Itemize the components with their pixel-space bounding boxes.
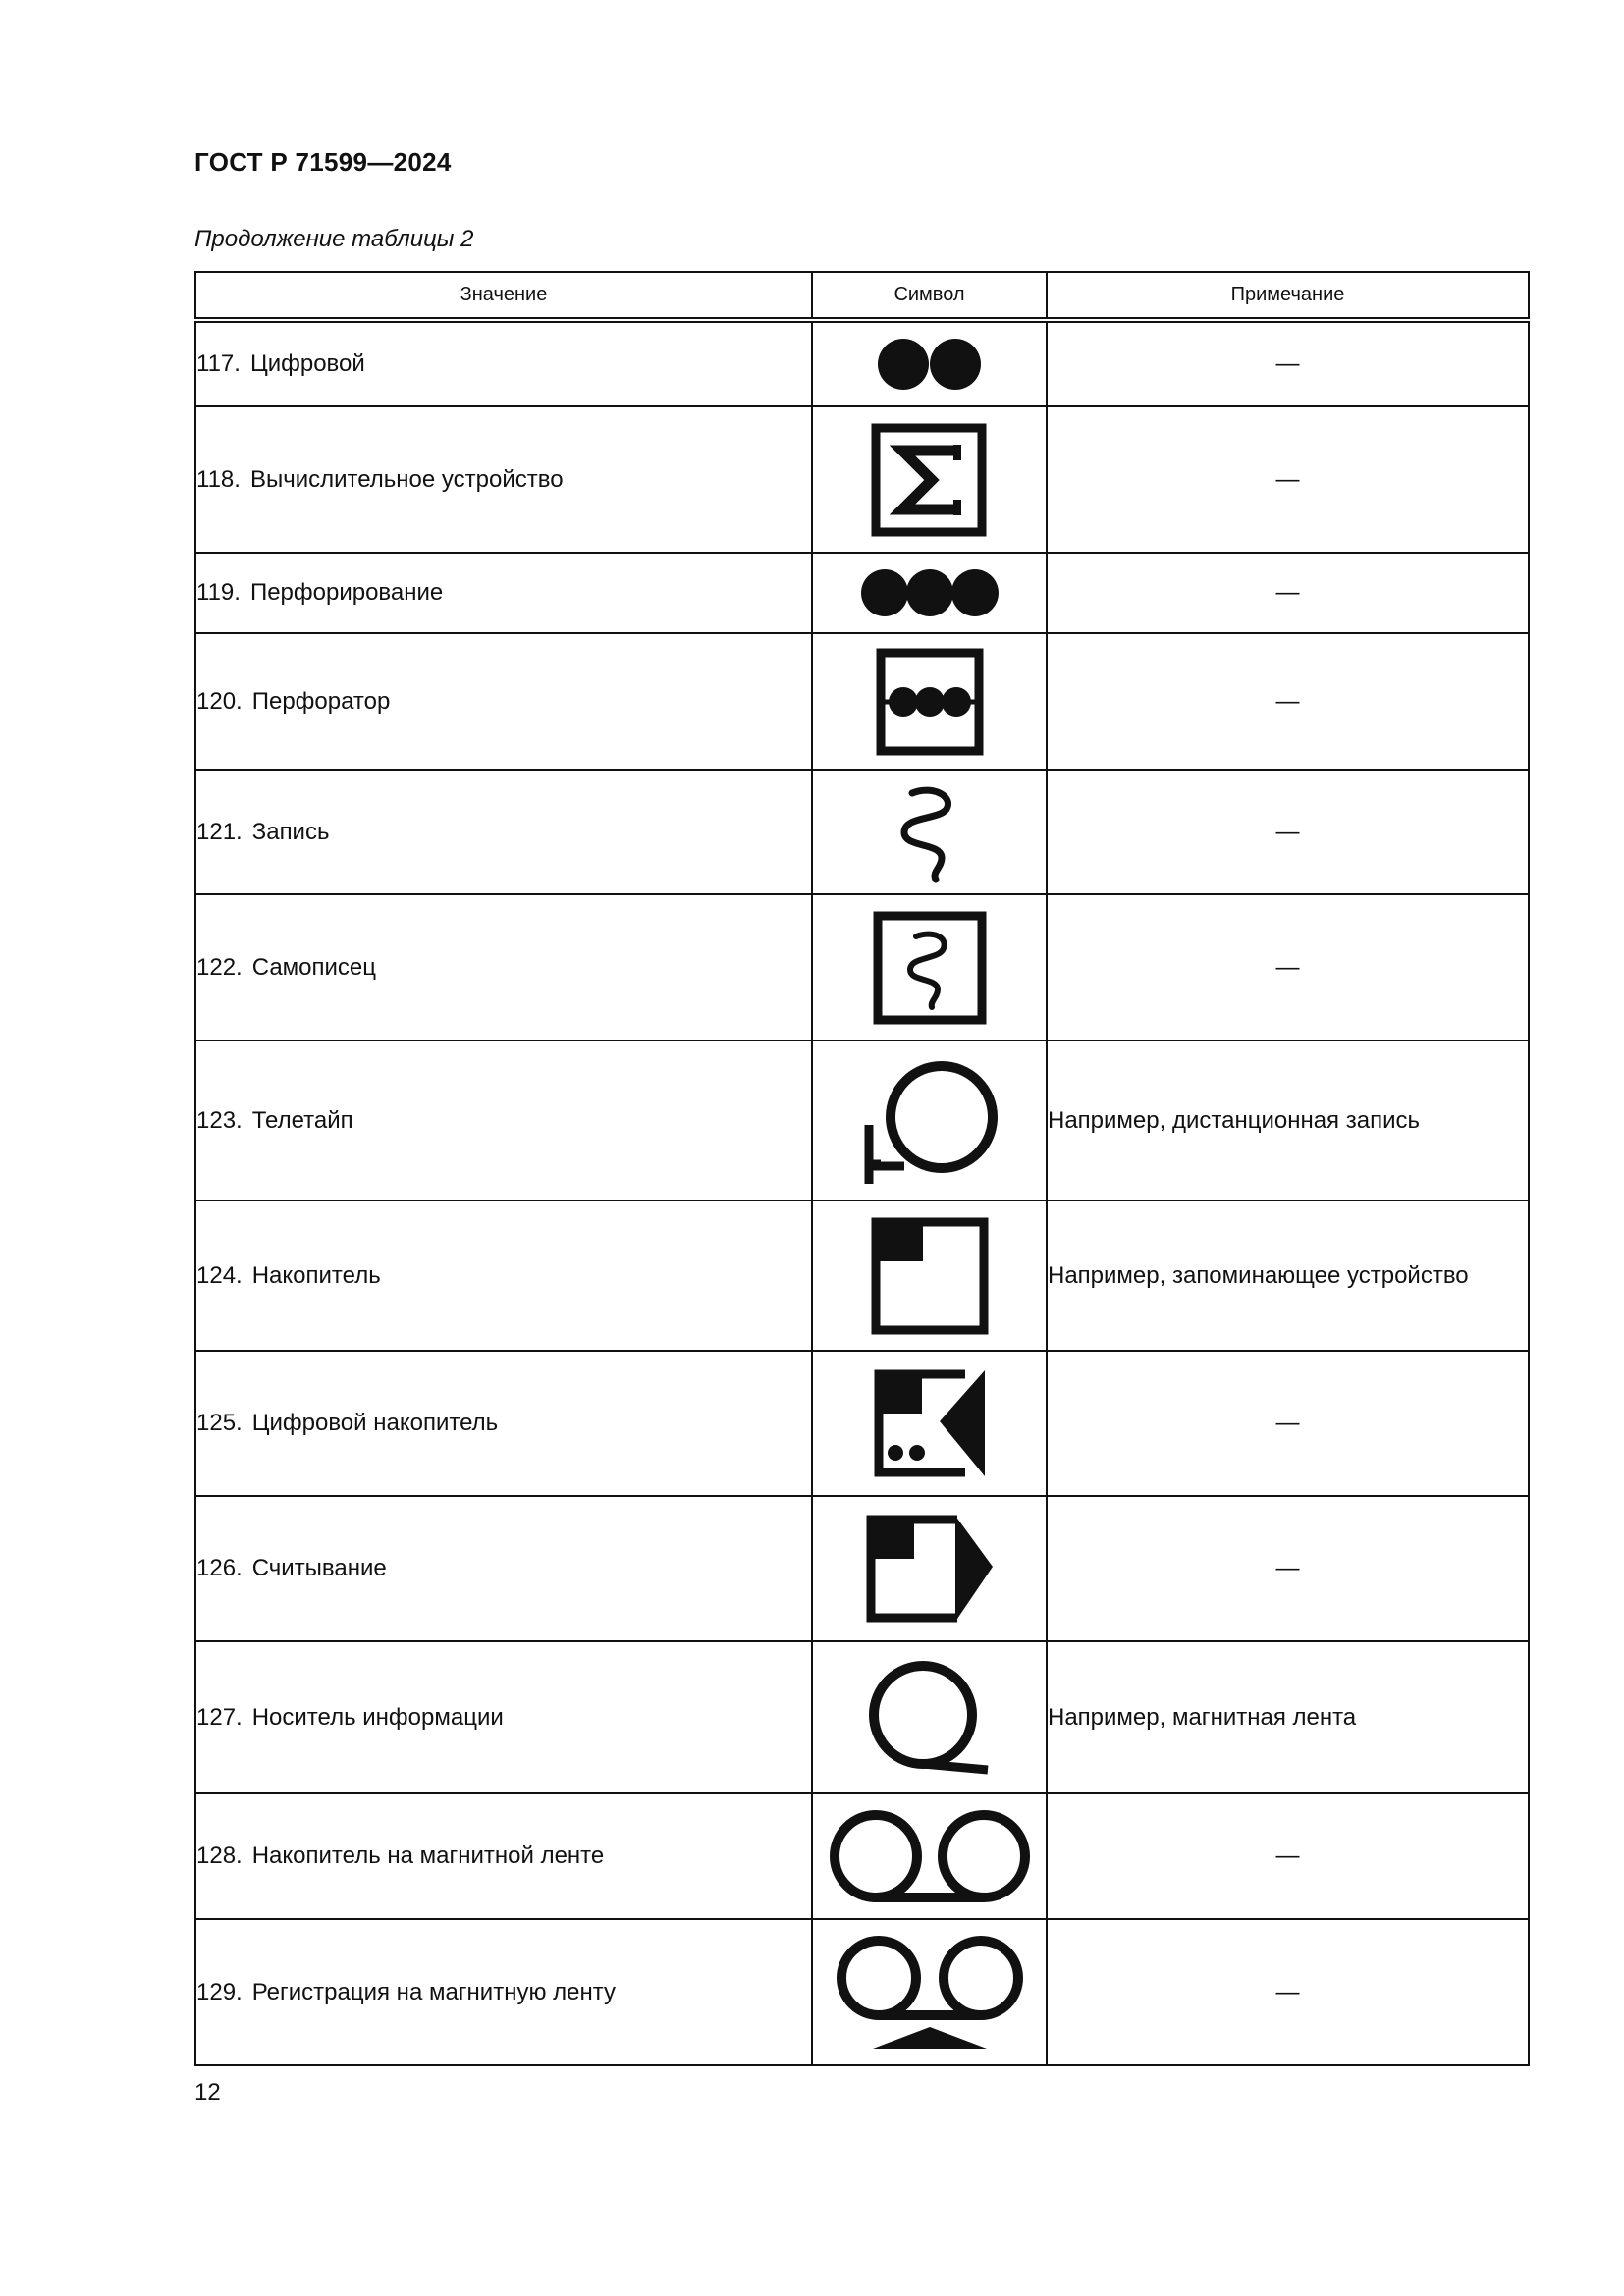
row-number: 125. — [196, 1410, 243, 1436]
row-note: — — [1047, 1351, 1529, 1496]
row-name: Перфорирование — [249, 579, 444, 606]
row-symbol-cell — [812, 633, 1047, 770]
table-row — [195, 1201, 1529, 1351]
table-row — [195, 1041, 1529, 1201]
row-symbol-cell — [812, 770, 1047, 894]
sigma-box-icon — [871, 423, 989, 537]
table-row — [195, 1351, 1529, 1496]
column-header-symbol: Символ — [812, 272, 1047, 320]
row-name-cell — [195, 1351, 812, 1496]
table-row — [195, 1641, 1529, 1793]
row-symbol-cell — [812, 1041, 1047, 1201]
row-name: Считывание — [251, 1555, 387, 1581]
data-carrier-icon — [866, 1658, 994, 1778]
row-name: Самописец — [251, 953, 377, 981]
row-number: 119. — [196, 579, 241, 606]
row-number: 123. — [196, 1106, 243, 1134]
table-row — [195, 633, 1529, 770]
row-name-cell — [195, 1201, 812, 1351]
row-name: Цифровой накопитель — [251, 1410, 499, 1436]
row-name: Запись — [251, 818, 330, 845]
row-name-cell — [195, 1041, 812, 1201]
row-number: 117. — [196, 350, 241, 377]
row-symbol-cell — [812, 1201, 1047, 1351]
row-note: Например, магнитная лента — [1047, 1641, 1529, 1793]
row-note: Например, запоминающее устройство — [1047, 1201, 1529, 1351]
row-symbol-cell — [812, 894, 1047, 1041]
row-note: — — [1047, 1919, 1529, 2065]
row-note: — — [1047, 1496, 1529, 1641]
table-row — [195, 553, 1529, 633]
row-name: Вычислительное устройство — [249, 465, 564, 493]
row-note: — — [1047, 553, 1529, 633]
row-number: 122. — [196, 953, 243, 981]
row-name-cell — [195, 406, 812, 553]
wave-icon — [891, 781, 969, 883]
row-number: 126. — [196, 1555, 243, 1581]
row-number: 120. — [196, 687, 243, 715]
row-note: — — [1047, 1793, 1529, 1919]
page-number: 12 — [194, 2079, 221, 2106]
row-name: Накопитель — [251, 1261, 381, 1289]
column-header-note: Примечание — [1047, 272, 1529, 320]
row-symbol-cell — [812, 553, 1047, 633]
row-note: — — [1047, 406, 1529, 553]
row-name-cell — [195, 1793, 812, 1919]
reading-icon — [863, 1512, 997, 1626]
row-symbol-cell — [812, 406, 1047, 553]
row-name: Носитель информации — [251, 1703, 504, 1731]
table-row — [195, 406, 1529, 553]
row-name-cell — [195, 1496, 812, 1641]
table-row — [195, 1496, 1529, 1641]
row-symbol-cell — [812, 320, 1047, 406]
tape-recording-icon — [832, 1933, 1028, 2053]
teletype-icon — [861, 1054, 999, 1188]
table-row — [195, 320, 1529, 406]
row-number: 129. — [196, 1978, 243, 2005]
row-note: Например, дистанционная запись — [1047, 1041, 1529, 1201]
row-name: Телетайп — [251, 1106, 353, 1134]
row-symbol-cell — [812, 1641, 1047, 1793]
table-row — [195, 1793, 1529, 1919]
row-note: — — [1047, 320, 1529, 406]
row-name: Регистрация на магнитную ленту — [251, 1978, 616, 2005]
row-symbol-cell — [812, 1919, 1047, 2065]
table-row — [195, 1919, 1529, 2065]
two-dots-icon — [871, 335, 989, 394]
row-name-cell — [195, 1919, 812, 2065]
row-number: 121. — [196, 818, 243, 845]
table-caption: Продолжение таблицы 2 — [194, 226, 474, 252]
row-name-cell — [195, 633, 812, 770]
row-symbol-cell — [812, 1351, 1047, 1496]
wave-box-icon — [873, 911, 987, 1025]
row-note: — — [1047, 894, 1529, 1041]
row-number: 128. — [196, 1842, 243, 1869]
row-number: 127. — [196, 1703, 243, 1731]
three-dots-box-icon — [876, 648, 984, 756]
column-header-value: Значение — [195, 272, 812, 320]
row-note: — — [1047, 633, 1529, 770]
tape-drive-icon — [827, 1807, 1033, 1905]
row-symbol-cell — [812, 1793, 1047, 1919]
row-number: 118. — [196, 465, 241, 493]
symbols-table — [194, 271, 1530, 2066]
storage-icon — [871, 1217, 989, 1335]
table-row — [195, 770, 1529, 894]
row-name-cell — [195, 894, 812, 1041]
row-name: Накопитель на магнитной ленте — [251, 1842, 605, 1869]
table-header-row — [195, 272, 1529, 320]
three-dots-icon — [859, 567, 1001, 618]
row-note: — — [1047, 770, 1529, 894]
row-name-cell — [195, 1641, 812, 1793]
row-symbol-cell — [812, 1496, 1047, 1641]
row-name-cell — [195, 770, 812, 894]
row-name: Цифровой — [249, 350, 365, 377]
row-name: Перфоратор — [251, 687, 391, 715]
standard-title: ГОСТ Р 71599—2024 — [194, 147, 452, 177]
row-name-cell — [195, 320, 812, 406]
digital-storage-icon — [871, 1366, 989, 1480]
table-row — [195, 894, 1529, 1041]
row-number: 124. — [196, 1261, 243, 1289]
row-name-cell — [195, 553, 812, 633]
